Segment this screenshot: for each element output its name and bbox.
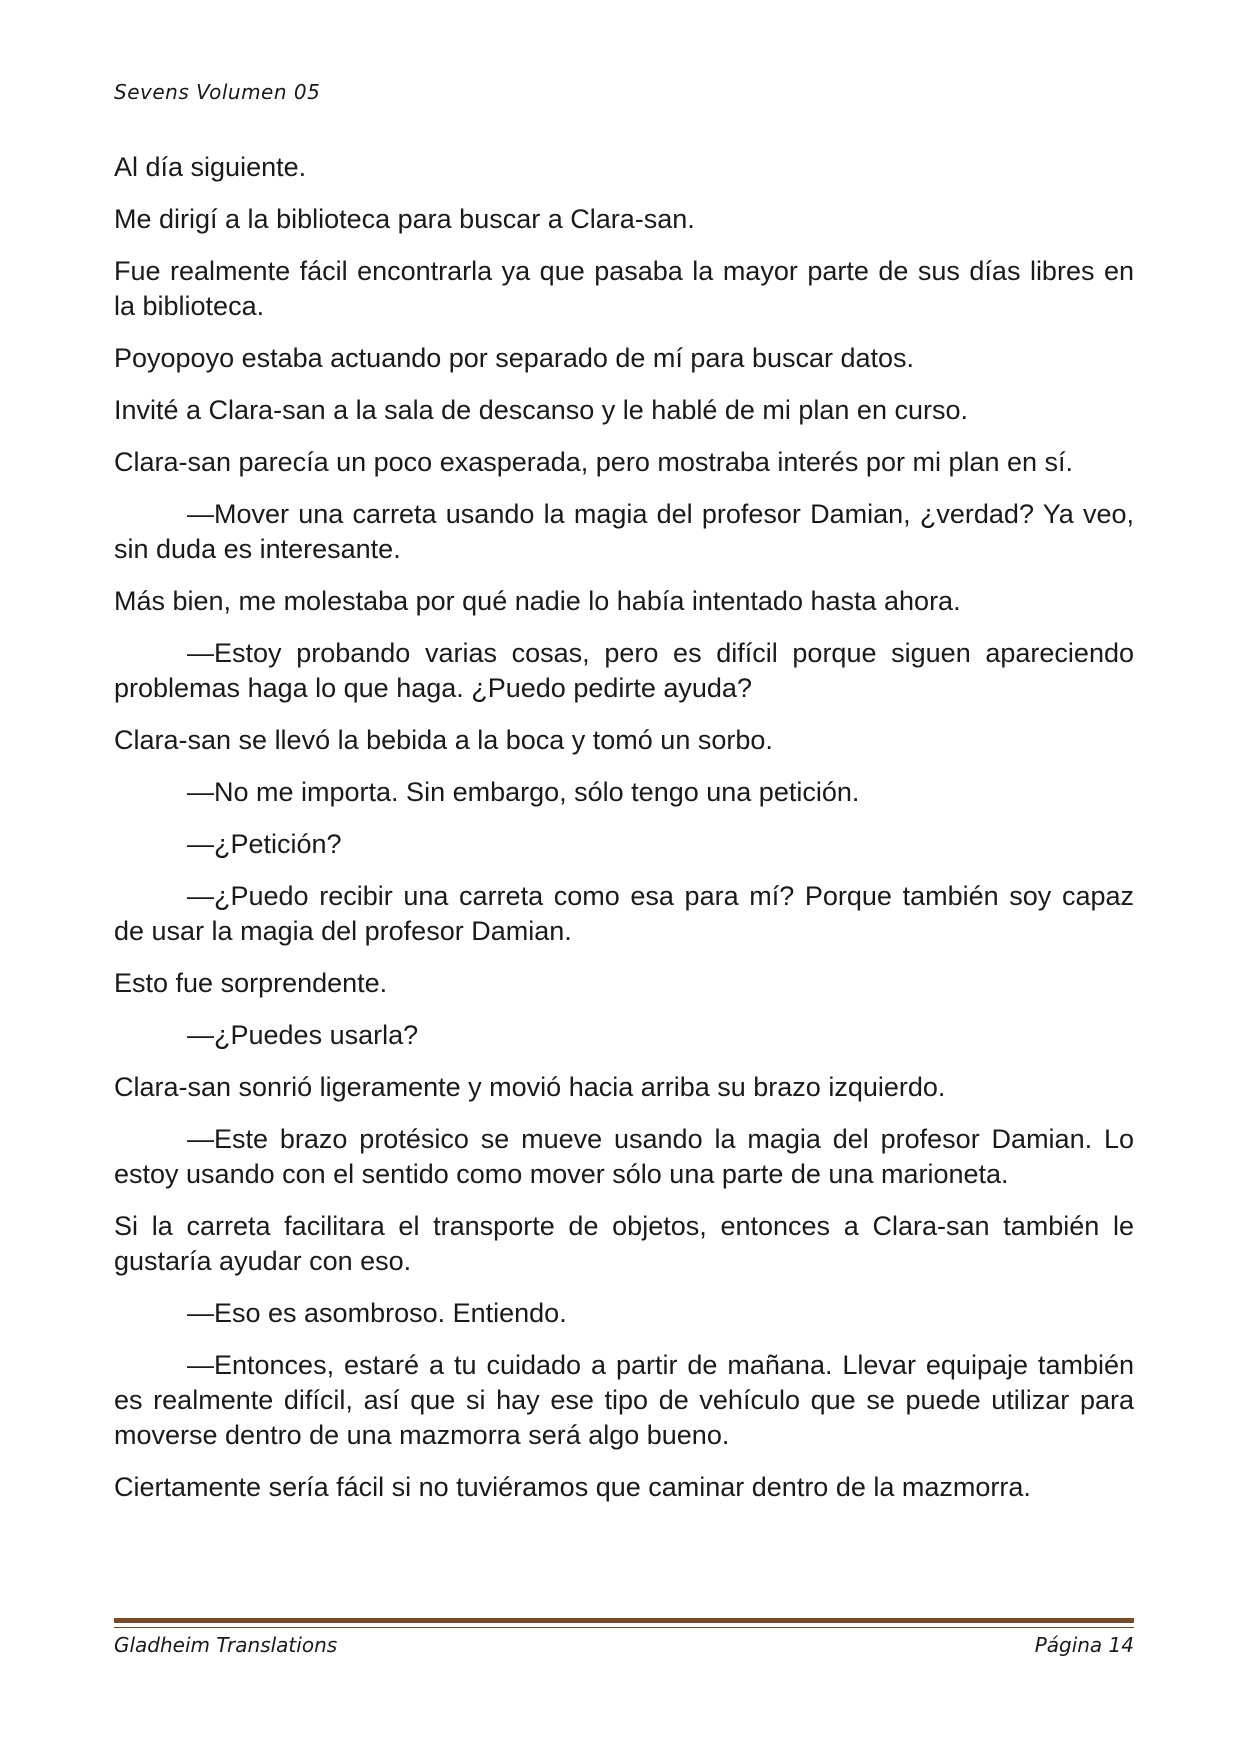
- footer-credit: Gladheim Translations: [114, 1633, 338, 1657]
- dialogue-paragraph: —Eso es asombroso. Entiendo.: [187, 1298, 567, 1328]
- paragraph: Si la carreta facilitara el transporte de objetos, entonces a Clara-san también le gustaría ayudar con eso.: [114, 1211, 1134, 1276]
- page-number: Página 14: [1034, 1633, 1134, 1657]
- dialogue-paragraph: —Mover una carreta usando la magia del profesor Damian, ¿verdad? Ya veo, sin duda es interesante.: [114, 499, 1134, 564]
- footer-divider-thin: [114, 1627, 1134, 1628]
- paragraph: Me dirigí a la biblioteca para buscar a Clara-san.: [114, 204, 695, 234]
- dialogue-paragraph: —¿Puedes usarla?: [187, 1020, 419, 1050]
- dialogue-paragraph: —Estoy probando varias cosas, pero es difícil porque siguen apareciendo problemas haga lo que haga. ¿Puedo pedirte ayuda?: [114, 638, 1134, 703]
- dialogue-paragraph: —¿Puedo recibir una carreta como esa para mí? Porque también soy capaz de usar la magia del profesor Damian.: [114, 881, 1134, 946]
- paragraph: Más bien, me molestaba por qué nadie lo había intentado hasta ahora.: [114, 586, 961, 616]
- paragraph: Fue realmente fácil encontrarla ya que pasaba la mayor parte de sus días libres en la biblioteca.: [114, 256, 1134, 321]
- paragraph: Al día siguiente.: [114, 152, 307, 182]
- paragraph: Poyopoyo estaba actuando por separado de mí para buscar datos.: [114, 343, 915, 373]
- paragraph: Invité a Clara-san a la sala de descanso y le hablé de mi plan en curso.: [114, 395, 968, 425]
- paragraph: Clara-san parecía un poco exasperada, pero mostraba interés por mi plan en sí.: [114, 447, 1074, 477]
- page-body: [114, 150, 1134, 1522]
- footer-divider-thick: [114, 1618, 1134, 1623]
- dialogue-paragraph: —Este brazo protésico se mueve usando la magia del profesor Damian. Lo estoy usando con el sentido como mover sólo una parte de una marioneta.: [114, 1124, 1134, 1189]
- paragraph: Esto fue sorprendente.: [114, 968, 388, 998]
- dialogue-paragraph: —¿Petición?: [187, 829, 342, 859]
- paragraph: Ciertamente sería fácil si no tuviéramos que caminar dentro de la mazmorra.: [114, 1472, 1031, 1502]
- paragraph: Clara-san sonrió ligeramente y movió hacia arriba su brazo izquierdo.: [114, 1072, 946, 1102]
- paragraph: Clara-san se llevó la bebida a la boca y tomó un sorbo.: [114, 725, 773, 755]
- running-header: Sevens Volumen 05: [114, 80, 321, 104]
- dialogue-paragraph: —No me importa. Sin embargo, sólo tengo una petición.: [187, 777, 860, 807]
- dialogue-paragraph: —Entonces, estaré a tu cuidado a partir de mañana. Llevar equipaje también es realmente difícil, así que si hay ese tipo de vehículo que se puede utilizar para moverse dentro de una mazmorra será algo bueno.: [114, 1350, 1134, 1450]
